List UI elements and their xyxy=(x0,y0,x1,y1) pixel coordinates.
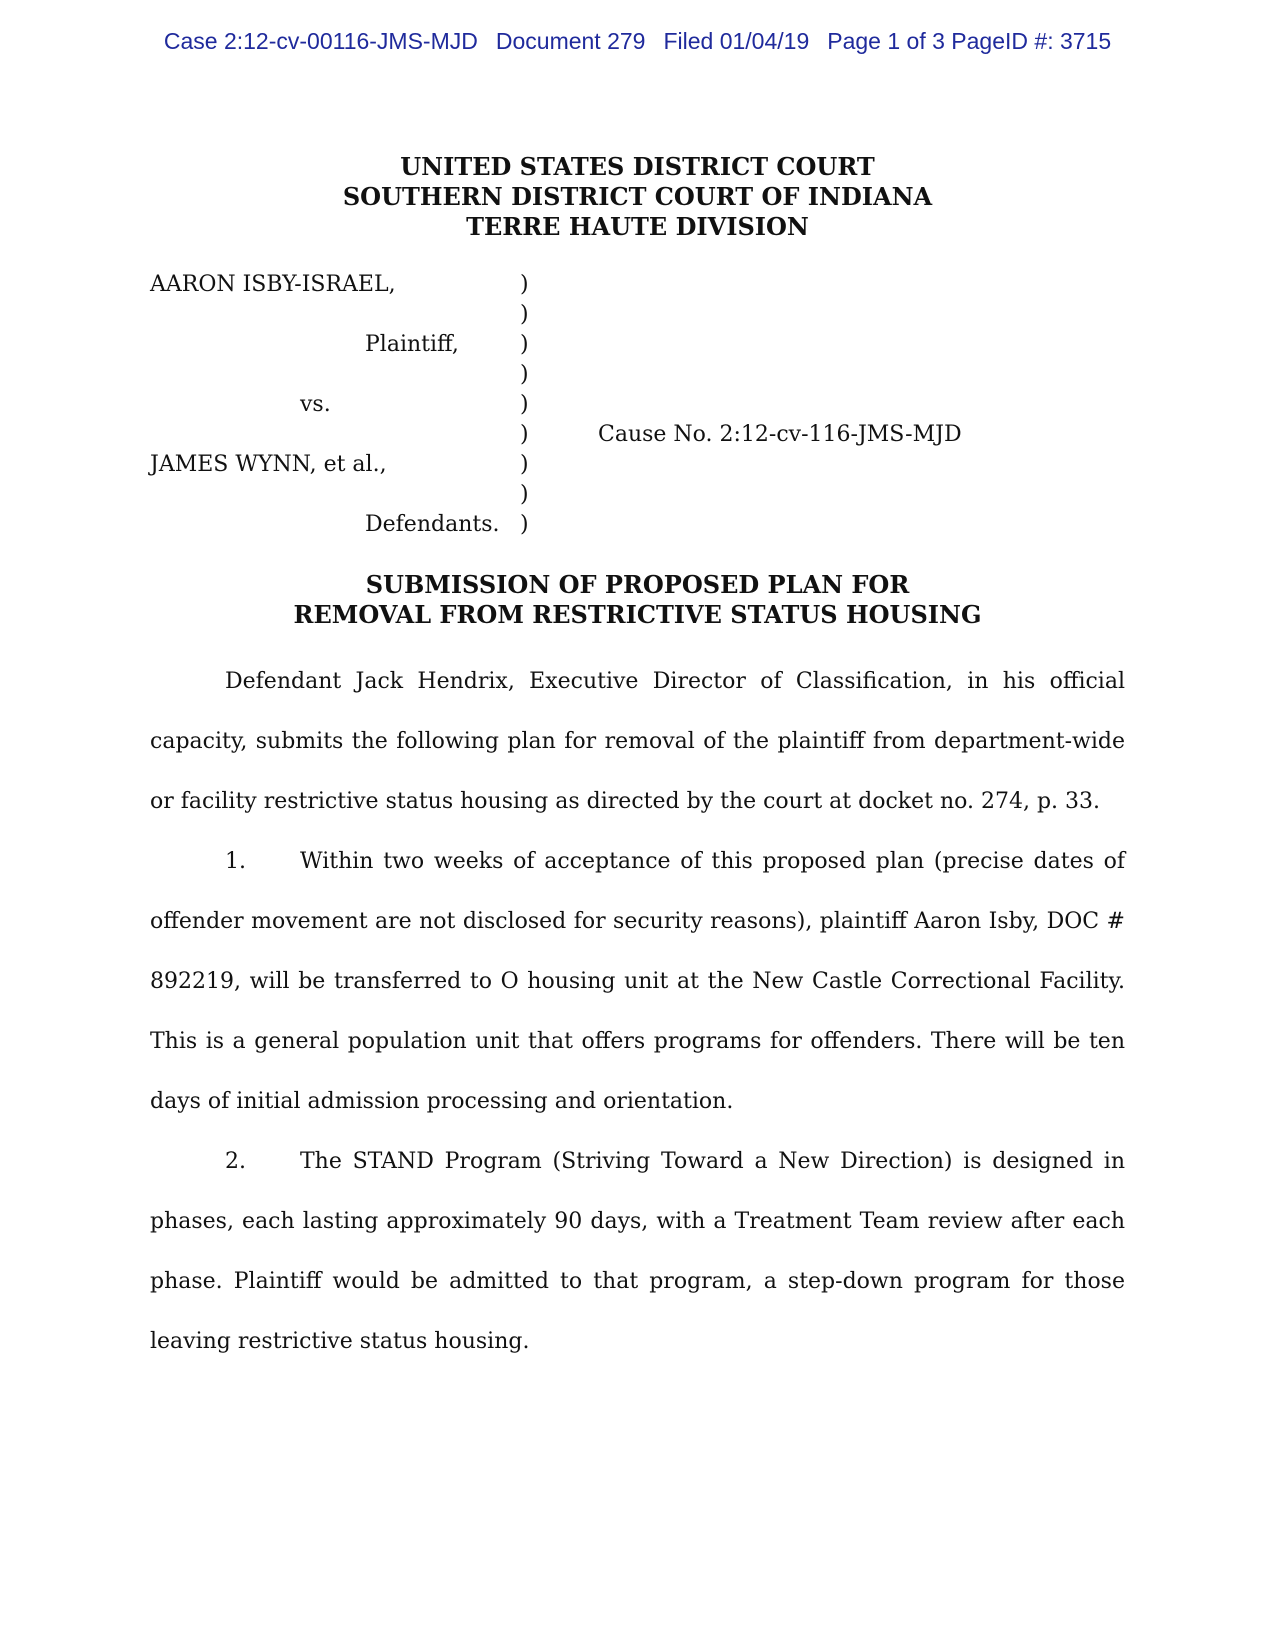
intro-paragraph: Defendant Jack Hendrix, Executive Director of Classification, in his official capacity, submits the following plan for removal of the plaintiff from department-wide or facility restrictive status housing as directed by the court at docket no. 274, p. 33. xyxy=(150,669,1125,814)
paragraph-text: The STAND Program (Striving Toward a New Direction) is designed in phases, each lasting approximately 90 days, with a Treatment Team review after each phase. Plaintiff would be admitted to that program, a step-down program for those leaving restrictive status housing. xyxy=(150,1149,1125,1354)
ecf-page-info: Page 1 of 3 PageID #: 3715 xyxy=(827,28,1112,54)
court-heading xyxy=(0,152,1275,242)
defendant-label: Defendants. xyxy=(365,512,500,537)
numbered-paragraph xyxy=(150,832,1125,1132)
caption-paren: ) xyxy=(520,302,529,327)
paragraph-number: 1. xyxy=(225,849,246,874)
court-division: TERRE HAUTE DIVISION xyxy=(466,212,809,241)
defendant-name: JAMES WYNN, et al., xyxy=(150,452,387,477)
versus-label: vs. xyxy=(300,392,331,417)
court-district: SOUTHERN DISTRICT COURT OF INDIANA xyxy=(342,182,933,211)
document-title-line2: REMOVAL FROM RESTRICTIVE STATUS HOUSING xyxy=(293,600,982,629)
paragraph-text: Within two weeks of acceptance of this proposed plan (precise dates of offender movement are not disclosed for security reasons), plaintiff Aaron Isby, DOC # 892219, will be transferred to O housing unit at the New Castle Correctional Facility. This is a general population unit that offers programs for offenders. There will be ten days of initial admission processing and orientation. xyxy=(150,849,1125,1114)
plaintiff-label: Plaintiff, xyxy=(365,332,459,357)
ecf-case-number: Case 2:12-cv-00116-JMS-MJD xyxy=(163,28,478,54)
caption-paren: ) xyxy=(520,482,529,507)
ecf-filing-header xyxy=(0,28,1275,55)
court-name: UNITED STATES DISTRICT COURT xyxy=(400,152,875,181)
caption-paren: ) xyxy=(520,332,529,357)
document-body xyxy=(150,652,1125,1372)
document-title xyxy=(0,570,1275,630)
caption-paren: ) xyxy=(520,422,529,447)
numbered-paragraph xyxy=(150,1132,1125,1372)
document-title-line1: SUBMISSION OF PROPOSED PLAN FOR xyxy=(365,570,910,599)
caption-paren: ) xyxy=(520,392,529,417)
paragraph-number: 2. xyxy=(225,1149,246,1174)
caption-paren: ) xyxy=(520,272,529,297)
plaintiff-name: AARON ISBY-ISRAEL, xyxy=(150,272,396,297)
caption-paren: ) xyxy=(520,362,529,387)
caption-paren: ) xyxy=(520,512,529,537)
ecf-filed-date: Filed 01/04/19 xyxy=(663,28,810,54)
cause-number: Cause No. 2:12-cv-116-JMS-MJD xyxy=(598,422,962,447)
ecf-document-number: Document 279 xyxy=(495,28,646,54)
caption-paren: ) xyxy=(520,452,529,477)
